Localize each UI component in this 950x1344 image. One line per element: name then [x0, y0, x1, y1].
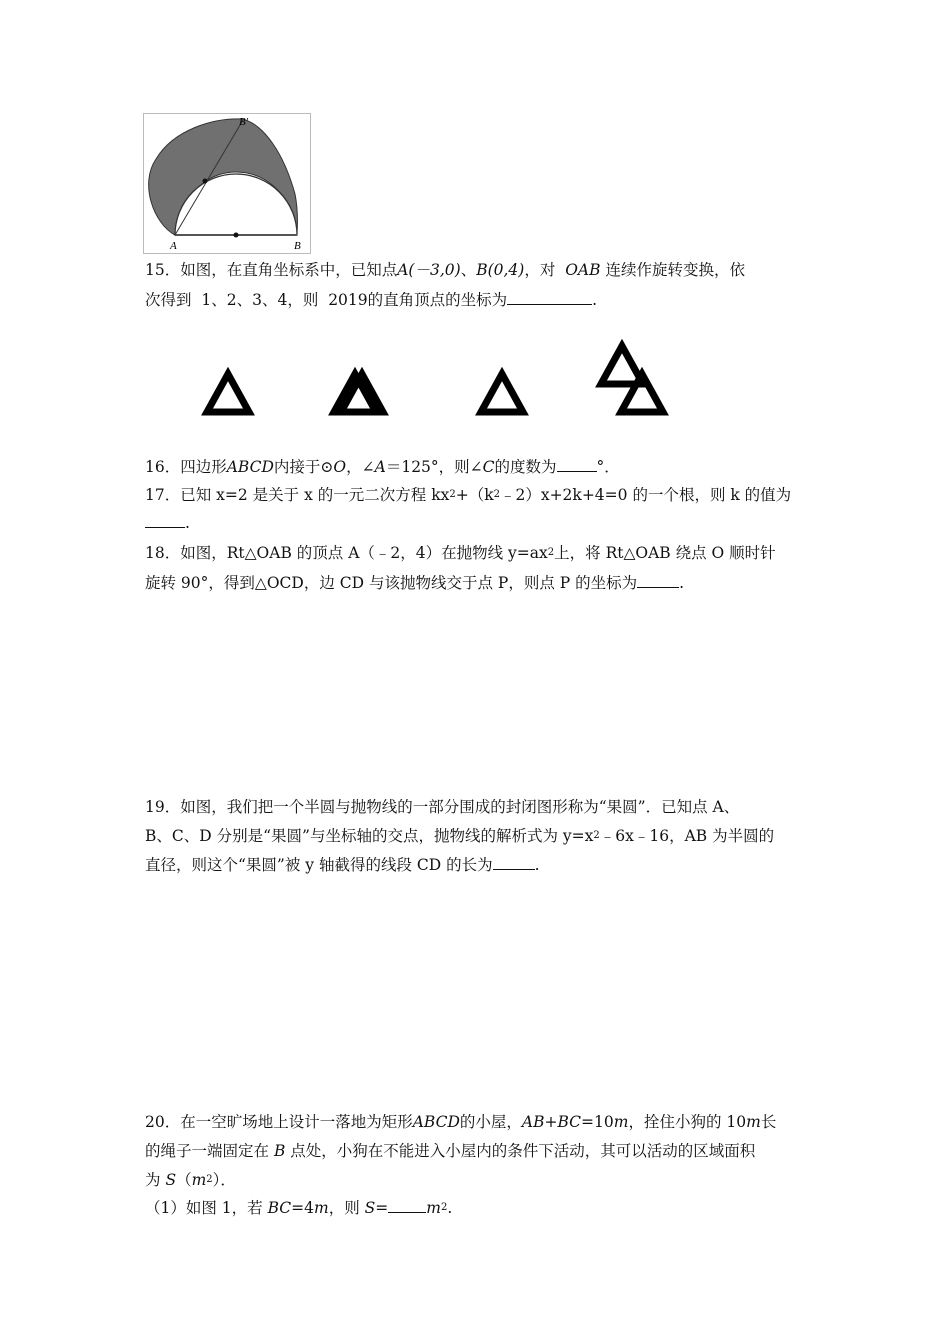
- intersection-point: [203, 179, 208, 184]
- answer-blank[interactable]: [507, 290, 592, 305]
- label-b-prime: B': [239, 116, 249, 128]
- q19-line2: B、C、D 分别是“果圆”与坐标轴的交点，抛物线的解析式为 $y=x^2﹣6x﹣16$，AB 为半圆的: [145, 827, 775, 845]
- answer-blank[interactable]: [493, 855, 535, 870]
- answer-blank[interactable]: [388, 1198, 426, 1213]
- triangle-1: [207, 374, 249, 412]
- q18-line2: 旋转 90°，得到△OCD，边 CD 与该抛物线交于点 P，则点 P 的坐标为 .: [145, 574, 685, 592]
- answer-blank[interactable]: [637, 573, 679, 588]
- answer-blank[interactable]: [145, 513, 185, 528]
- q19-line1: 19．如图，我们把一个半圆与抛物线的一部分围成的封闭图形称为“果圆”．已知点 A、: [145, 798, 740, 816]
- q16-line: 16．四边形ABCD内接于⊙O，∠A＝125°，则∠C的度数为 °．: [145, 458, 620, 476]
- q15-line1: 15．如图，在直角坐标系中，已知点A(－3,0)、B(0,4)，对 OAB 连续作旋转变换，依: [145, 261, 745, 279]
- figure-q14: [143, 113, 311, 254]
- q20-line2: 的绳子一端固定在 B 点处，小狗在不能进入小屋内的条件下活动，其可以活动的区域面积: [145, 1142, 756, 1160]
- q18-line1: 18．如图，Rt△OAB 的顶点 A（﹣2，4）在抛物线 $y=ax^2$上，将 Rt△OAB 绕点 O 顺时针: [145, 544, 776, 562]
- q20-sub1: （1）如图 1，若 BC=4m，则 $S= m^2$.: [145, 1199, 453, 1217]
- semicircle-rotation-figure: [144, 114, 310, 253]
- q20-line1: 20．在一空旷场地上设计一落地为矩形ABCD的小屋，AB+BC=10m，拴住小狗的 10m长: [145, 1113, 777, 1131]
- q17-line2: .: [145, 513, 190, 533]
- triangle-4b: [621, 374, 663, 412]
- label-a: A: [170, 240, 177, 252]
- q17-line1: 17．已知 x=2 是关于 x 的一元二次方程 $kx^2+(k^2﹣2)x+2k+4=0$ 的一个根，则 k 的值为: [145, 486, 792, 504]
- triangle-icons: [195, 338, 685, 423]
- q19-line3: 直径，则这个“果圆”被 y 轴截得的线段 CD 的长为 .: [145, 856, 540, 874]
- triangle-3: [481, 374, 523, 412]
- answer-blank[interactable]: [557, 457, 597, 472]
- center-point: [234, 233, 239, 238]
- label-b: B: [294, 240, 301, 252]
- triangle-sequence: [195, 338, 685, 423]
- q15-line2: 次得到 1、2、3、4，则 2019的直角顶点的坐标为 .: [145, 291, 598, 309]
- q20-line3: 为 $S(m^2)$．: [145, 1171, 236, 1189]
